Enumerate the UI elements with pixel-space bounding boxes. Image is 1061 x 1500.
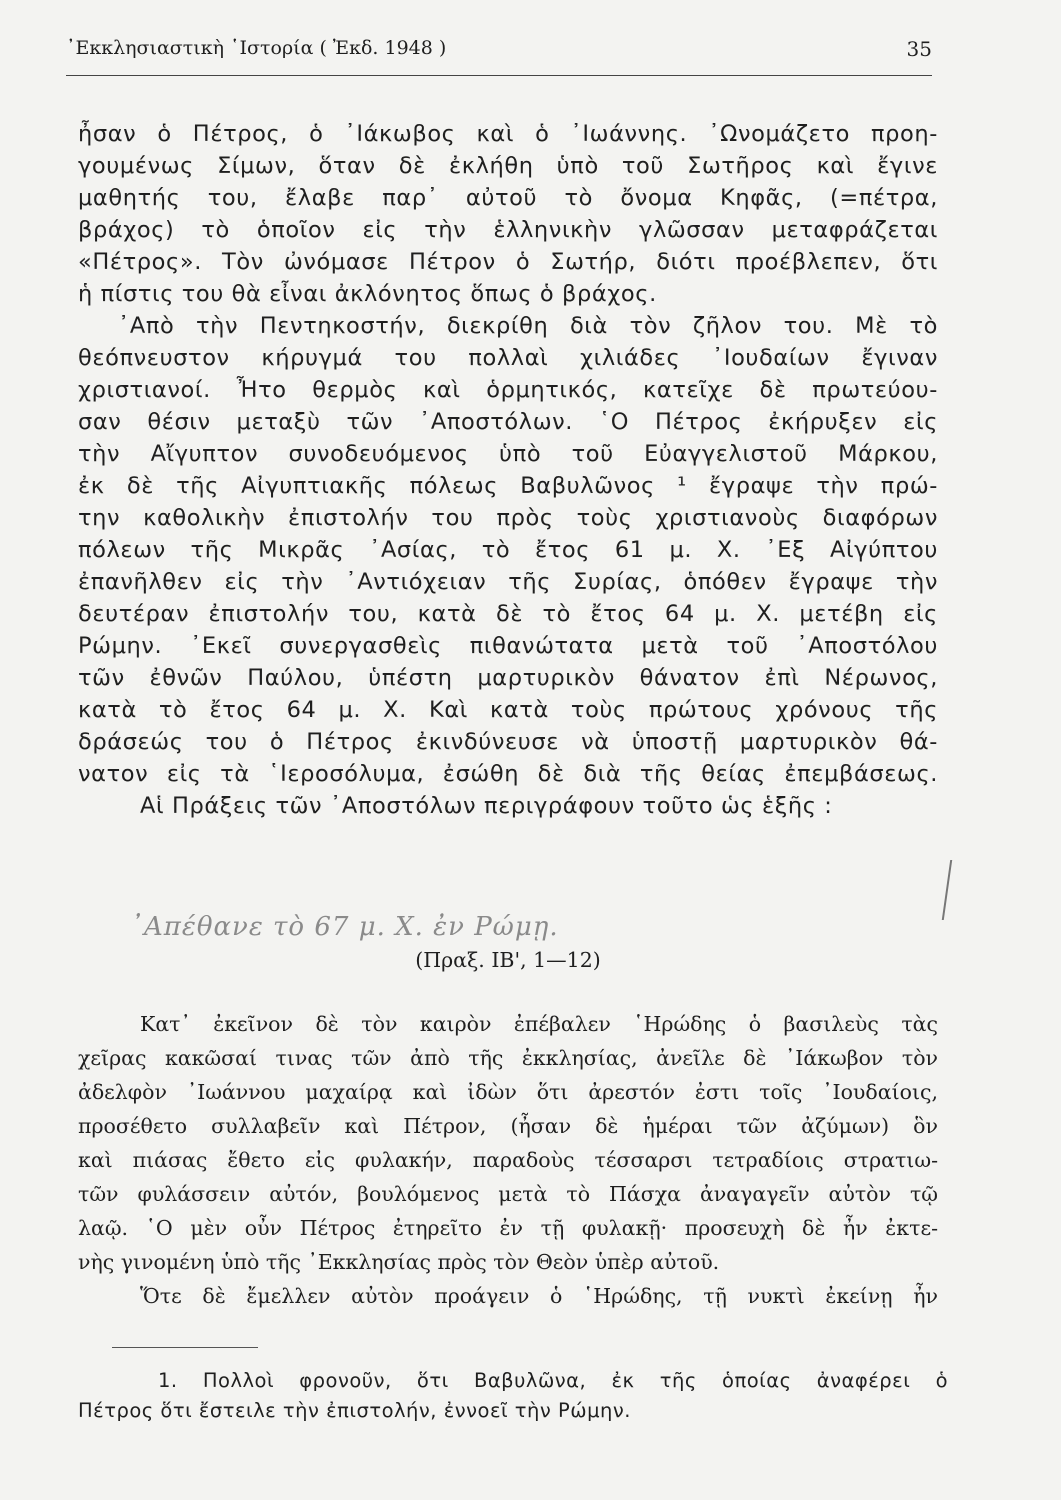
quote-text (78, 1007, 938, 1313)
text-line: βράχος) τὸ ὁποῖον εἰς τὴν ἑλληνικὴν γλῶσσαν μεταφράζεται (78, 217, 938, 243)
quote-line: ἀδελφὸν ᾿Ιωάννου μαχαίρᾳ καὶ ἰδὼν ὅτι ἀρεστόν ἐστι τοῖς ᾿Ιουδαίοις, (78, 1080, 938, 1104)
quote-line: Ὅτε δὲ ἔμελλεν αὐτὸν προάγειν ὁ ῾Ηρώδης, τῇ νυκτὶ ἐκείνῃ ἦν (140, 1284, 938, 1308)
footnotes (78, 1366, 948, 1426)
text-line: πόλεων τῆς Μικρᾶς ᾿Ασίας, τὸ ἔτος 61 μ. Χ. ᾿Εξ Αἰγύπτου (78, 537, 938, 563)
text-line: «Πέτρος». Τὸν ὠνόμασε Πέτρον ὁ Σωτήρ, διότι προέβλεπεν, ὅτι (78, 249, 938, 275)
scripture-quote (78, 945, 938, 1308)
text-line: θεόπνευστον κήρυγμά του πολλαὶ χιλιάδες ᾿Ιουδαίων ἔγιναν (78, 345, 938, 371)
handwritten-annotation: ᾿Απέθανε τὸ 67 μ. Χ. ἐν Ρώμῃ. (130, 912, 559, 942)
text-line: γουμένως Σίμων, ὅταν δὲ ἐκλήθη ὑπὸ τοῦ Σωτῆρος καὶ ἔγινε (78, 153, 938, 179)
text-line: χριστιανοί. Ἦτο θερμὸς καὶ ὁρμητικός, κατεῖχε δὲ πρωτεύου- (78, 377, 938, 403)
text-line: ἐκ δὲ τῆς Αἰγυπτιακῆς πόλεως Βαβυλῶνος ¹ ἔγραψε τὴν πρώ- (78, 473, 938, 499)
footnote-rule (112, 1347, 258, 1348)
margin-pencil-mark (942, 860, 972, 920)
page-number: 35 (906, 37, 932, 61)
text-line: την καθολικὴν ἐπιστολήν του πρὸς τοὺς χριστιανοὺς διαφόρων (78, 505, 938, 531)
header-title: ᾿Εκκλησιαστικὴ ῾Ιστορία ( Ἐκδ. 1948 ) (66, 37, 447, 59)
footnote-line: 1. Πολλοὶ φρονοῦν, ὅτι Βαβυλῶνα, ἐκ τῆς ὁποίας ἀναφέρει ὁ (158, 1369, 948, 1392)
quote-line: Κατ᾿ ἐκεῖνον δὲ τὸν καιρὸν ἐπέβαλεν ῾Ηρώδης ὁ βασιλεὺς τὰς (140, 1012, 938, 1036)
quote-line: χεῖρας κακῶσαί τινας τῶν ἀπὸ τῆς ἐκκλησίας, ἀνεῖλε δὲ ᾿Ιάκωβον τὸν (78, 1046, 938, 1070)
quote-line: νὴς γινομένη ὑπὸ τῆς ᾿Εκκλησίας πρὸς τὸν Θεὸν ὑπὲρ αὐτοῦ. (78, 1250, 720, 1274)
text-line: μαθητής του, ἔλαβε παρ᾿ αὐτοῦ τὸ ὄνομα Κηφᾶς, (=πέτρα, (78, 185, 938, 211)
quote-line: τῶν φυλάσσειν αὐτόν, βουλόμενος μετὰ τὸ Πάσχα ἀναγαγεῖν αὐτὸν τῷ (78, 1182, 938, 1206)
text-line: δράσεώς του ὁ Πέτρος ἐκινδύνευσε νὰ ὑποστῇ μαρτυρικὸν θά- (78, 729, 938, 755)
text-line: ἐπανῆλθεν εἰς τὴν ᾿Αντιόχειαν τῆς Συρίας, ὁπόθεν ἔγραψε τὴν (78, 569, 938, 595)
main-text (78, 118, 938, 822)
text-line: ἡ πίστις του θὰ εἶναι ἀκλόνητος ὅπως ὁ βράχος. (78, 281, 657, 307)
text-line: τῶν ἐθνῶν Παύλου, ὑπέστη μαρτυρικὸν θάνατον ἐπὶ Νέρωνος, (78, 665, 938, 691)
quote-line: προσέθετο συλλαβεῖν καὶ Πέτρον, (ἦσαν δὲ ἡμέραι τῶν ἀζύμων) ὃν (78, 1114, 938, 1138)
text-line: νατον εἰς τὰ ῾Ιεροσόλυμα, ἐσώθη δὲ διὰ τῆς θείας ἐπεμβάσεως. (78, 761, 938, 787)
text-line: Αἱ Πράξεις τῶν ᾿Αποστόλων περιγράφουν τοῦτο ὡς ἑξῆς : (140, 793, 833, 819)
quote-line: καὶ πιάσας ἔθετο εἰς φυλακήν, παραδοὺς τέσσαρσι τετραδίοις στρατιω- (78, 1148, 938, 1172)
quote-reference: (Πραξ. ΙΒ', 1—12) (415, 948, 601, 972)
text-line: τὴν Αἴγυπτον συνοδευόμενος ὑπὸ τοῦ Εὐαγγελιστοῦ Μάρκου, (78, 441, 938, 467)
text-line: ἦσαν ὁ Πέτρος, ὁ ᾿Ιάκωβος καὶ ὁ ᾿Ιωάννης. ᾿Ωνομάζετο προη- (78, 121, 938, 147)
text-line: Ρώμην. ᾿Εκεῖ συνεργασθεὶς πιθανώτατα μετὰ τοῦ ᾿Αποστόλου (78, 633, 938, 659)
text-line: κατὰ τὸ ἔτος 64 μ. Χ. Καὶ κατὰ τοὺς πρώτους χρόνους τῆς (78, 697, 938, 723)
header-rule (66, 75, 932, 76)
quote-line: λαῷ. ῾Ο μὲν οὖν Πέτρος ἐτηρεῖτο ἐν τῇ φυλακῇ· προσευχὴ δὲ ἦν ἐκτε- (78, 1216, 938, 1240)
footnote-line: Πέτρος ὅτι ἔστειλε τὴν ἐπιστολήν, ἐννοεῖ τὴν Ρώμην. (78, 1399, 631, 1422)
text-line: δευτέραν ἐπιστολήν του, κατὰ δὲ τὸ ἔτος 64 μ. Χ. μετέβη εἰς (78, 601, 938, 627)
text-line: ᾿Απὸ τὴν Πεντηκοστήν, διεκρίθη διὰ τὸν ζῆλον του. Μὲ τὸ (118, 313, 938, 339)
text-line: σαν θέσιν μεταξὺ τῶν ᾿Αποστόλων. ῾Ο Πέτρος ἐκήρυξεν εἰς (78, 409, 938, 435)
